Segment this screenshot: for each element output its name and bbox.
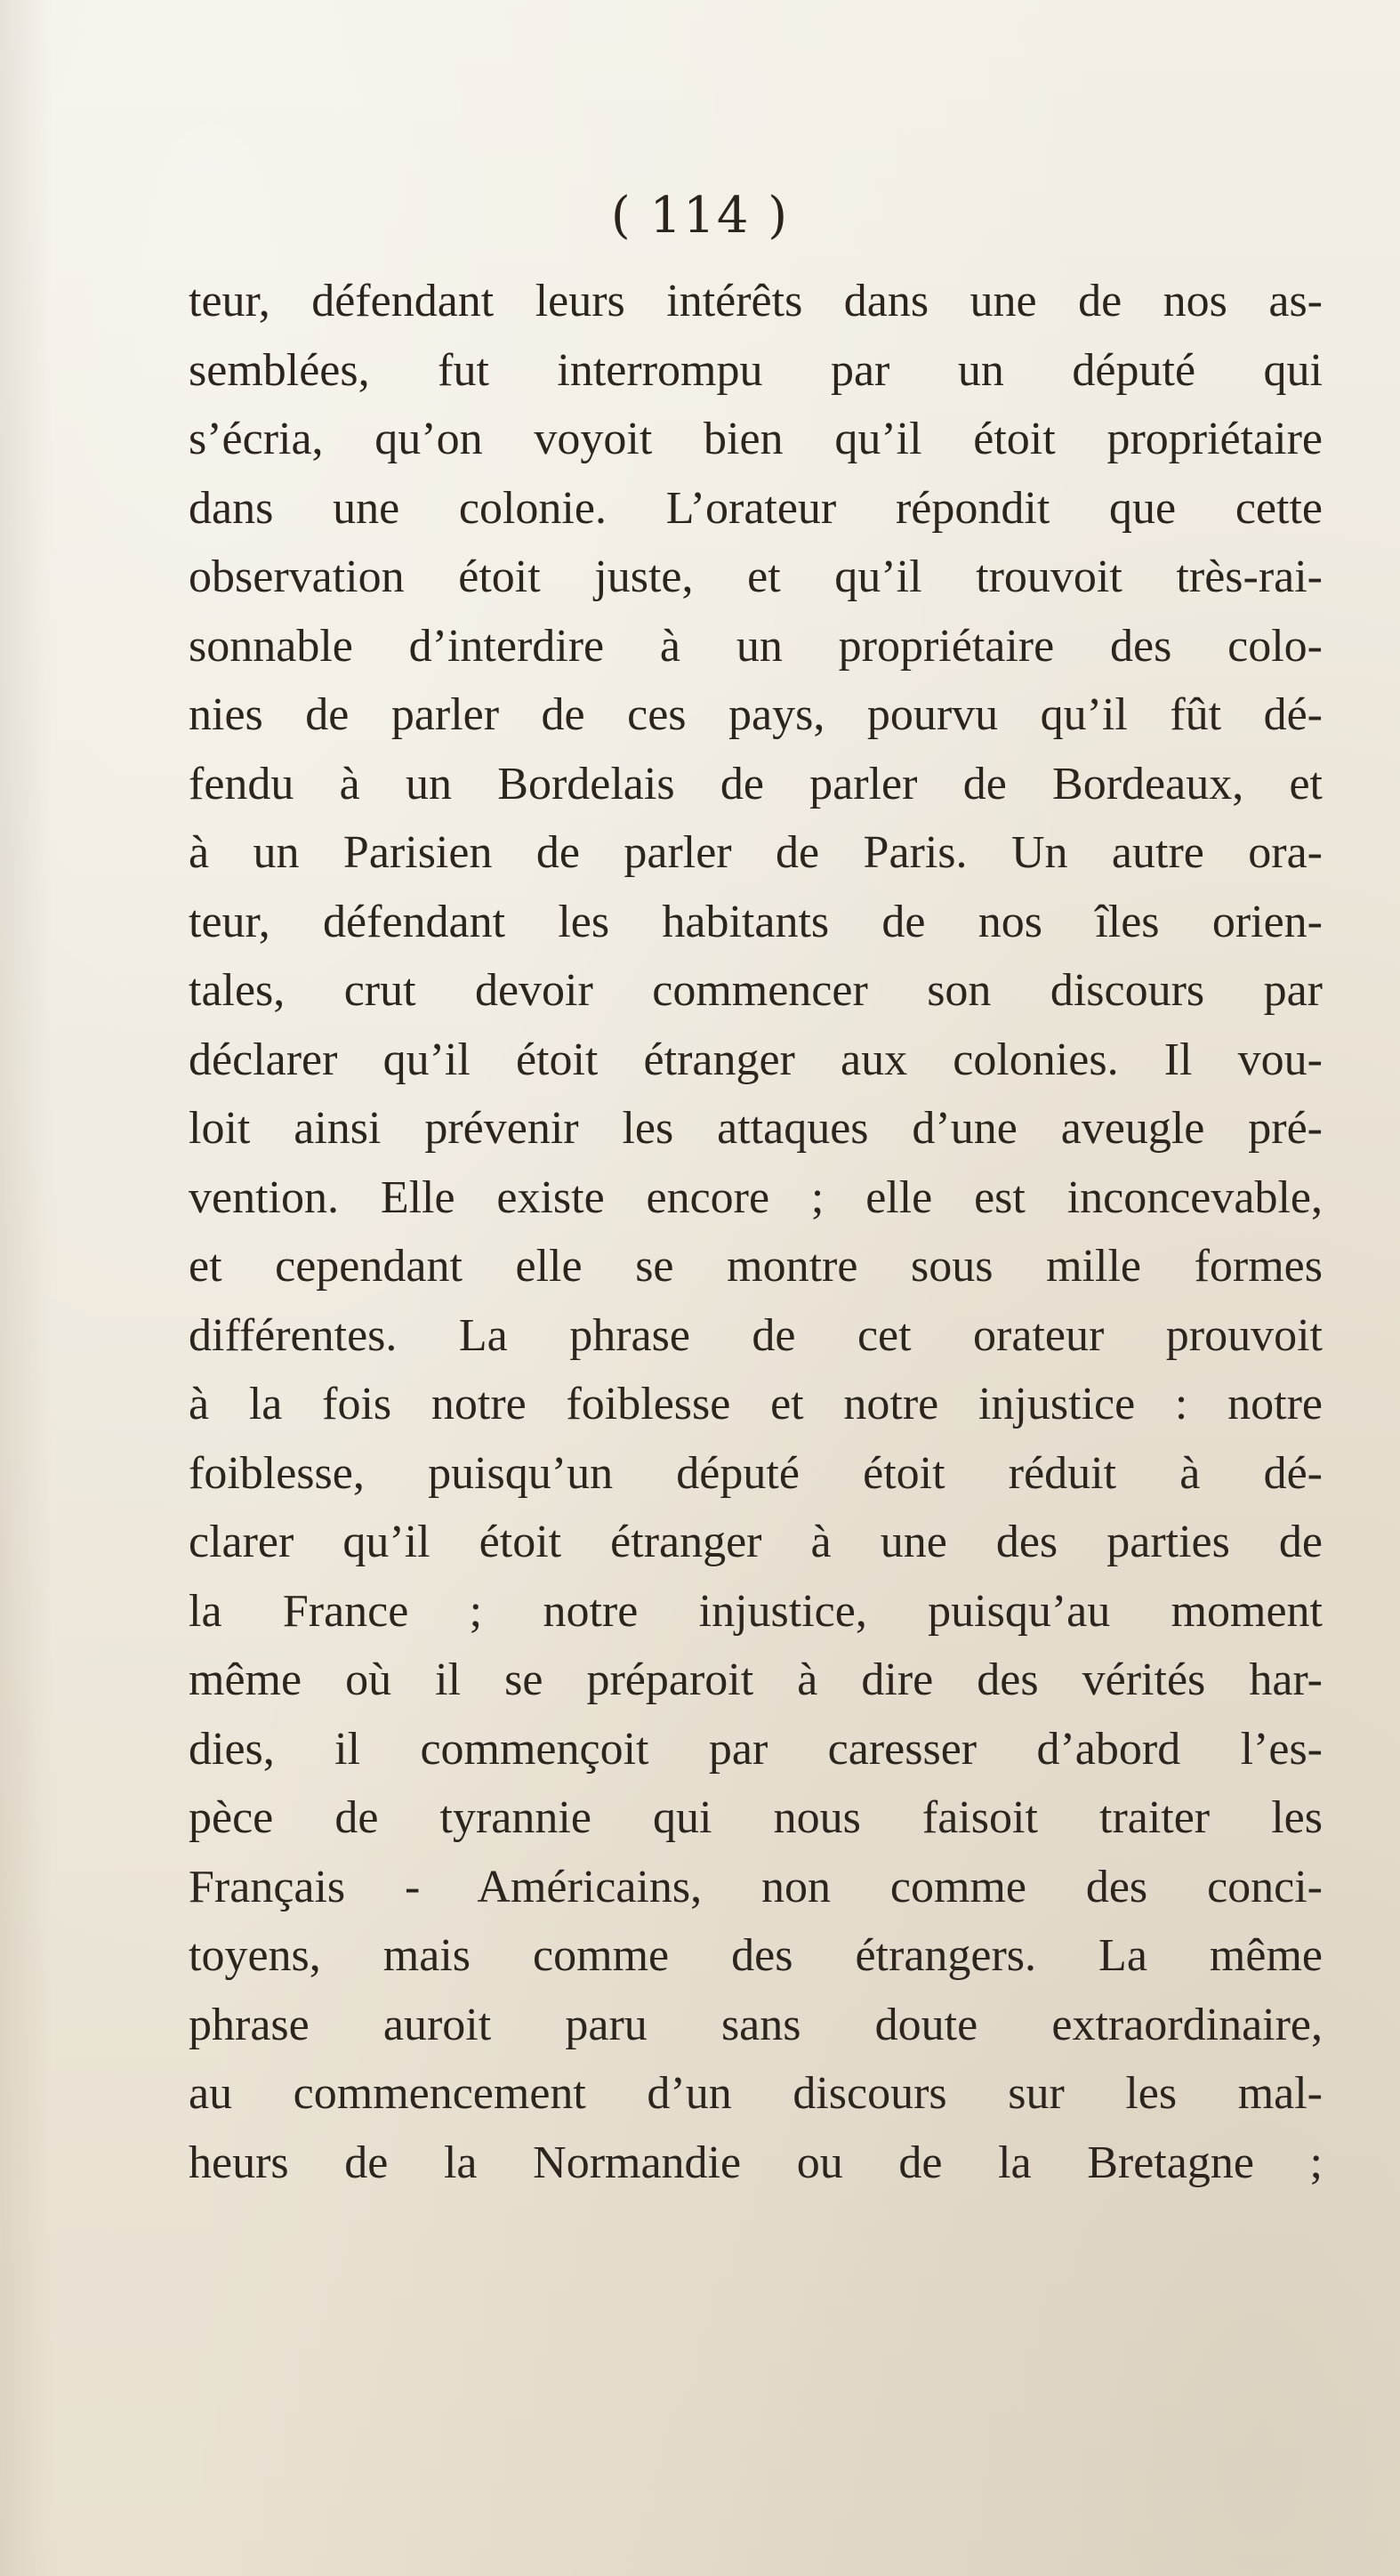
text-line: au commencement d’un discours sur les mal-: [189, 2068, 1323, 2119]
text-line: clarer qu’il étoit étranger à une des parties de: [189, 1517, 1323, 1567]
text-line: la France ; notre injustice, puisqu’au moment: [189, 1585, 1323, 1637]
text-line: teur, défendant les habitants de nos îles orien-: [189, 896, 1323, 947]
text-line: toyens, mais comme des étrangers. La même: [189, 1930, 1323, 1981]
page-edge-shadow: [0, 0, 53, 2576]
text-line: teur, défendant leurs intérêts dans une de nos as-: [189, 276, 1323, 326]
text-line: tales, crut devoir commencer son discours par: [189, 965, 1323, 1016]
text-line: sonnable d’interdire à un propriétaire des colo-: [189, 620, 1323, 672]
text-line: dies, il commençoit par caresser d’abord l’es-: [189, 1723, 1323, 1775]
text-line: nies de parler de ces pays, pourvu qu’il fût dé-: [189, 689, 1323, 740]
text-line: phrase auroit paru sans doute extraordinaire,: [189, 1999, 1323, 2050]
text-line: même où il se préparoit à dire des vérités har-: [189, 1654, 1323, 1705]
text-line: et cependant elle se montre sous mille formes: [189, 1241, 1323, 1292]
text-line: foiblesse, puisqu’un député étoit réduit à dé-: [189, 1447, 1323, 1499]
text-line: fendu à un Bordelais de parler de Bordeaux, et: [189, 758, 1323, 809]
text-line: semblées, fut interrompu par un député qui: [189, 344, 1323, 396]
text-line: s’écria, qu’on voyoit bien qu’il étoit propriétaire: [189, 414, 1323, 464]
text-line: pèce de tyrannie qui nous faisoit traiter les: [189, 1792, 1323, 1843]
text-line: vention. Elle existe encore ; elle est inconcevable,: [189, 1171, 1323, 1223]
body-text: [189, 267, 1323, 2197]
text-line: Français - Américains, non comme des conci-: [189, 1861, 1323, 1912]
text-line: dans une colonie. L’orateur répondit que cette: [189, 482, 1323, 534]
text-line: heurs de la Normandie ou de la Bretagne ;: [189, 2137, 1323, 2188]
text-line: à la fois notre foiblesse et notre injustice : notre: [189, 1379, 1323, 1429]
text-line: loit ainsi prévenir les attaques d’une aveugle pré-: [189, 1103, 1323, 1154]
page-number: ( 114 ): [610, 187, 790, 245]
text-line: à un Parisien de parler de Paris. Un autre ora-: [189, 827, 1323, 878]
text-line: observation étoit juste, et qu’il trouvoit très-rai-: [189, 551, 1323, 602]
text-line: différentes. La phrase de cet orateur prouvoit: [189, 1309, 1323, 1361]
text-line: déclarer qu’il étoit étranger aux colonies. Il vou-: [189, 1034, 1323, 1085]
